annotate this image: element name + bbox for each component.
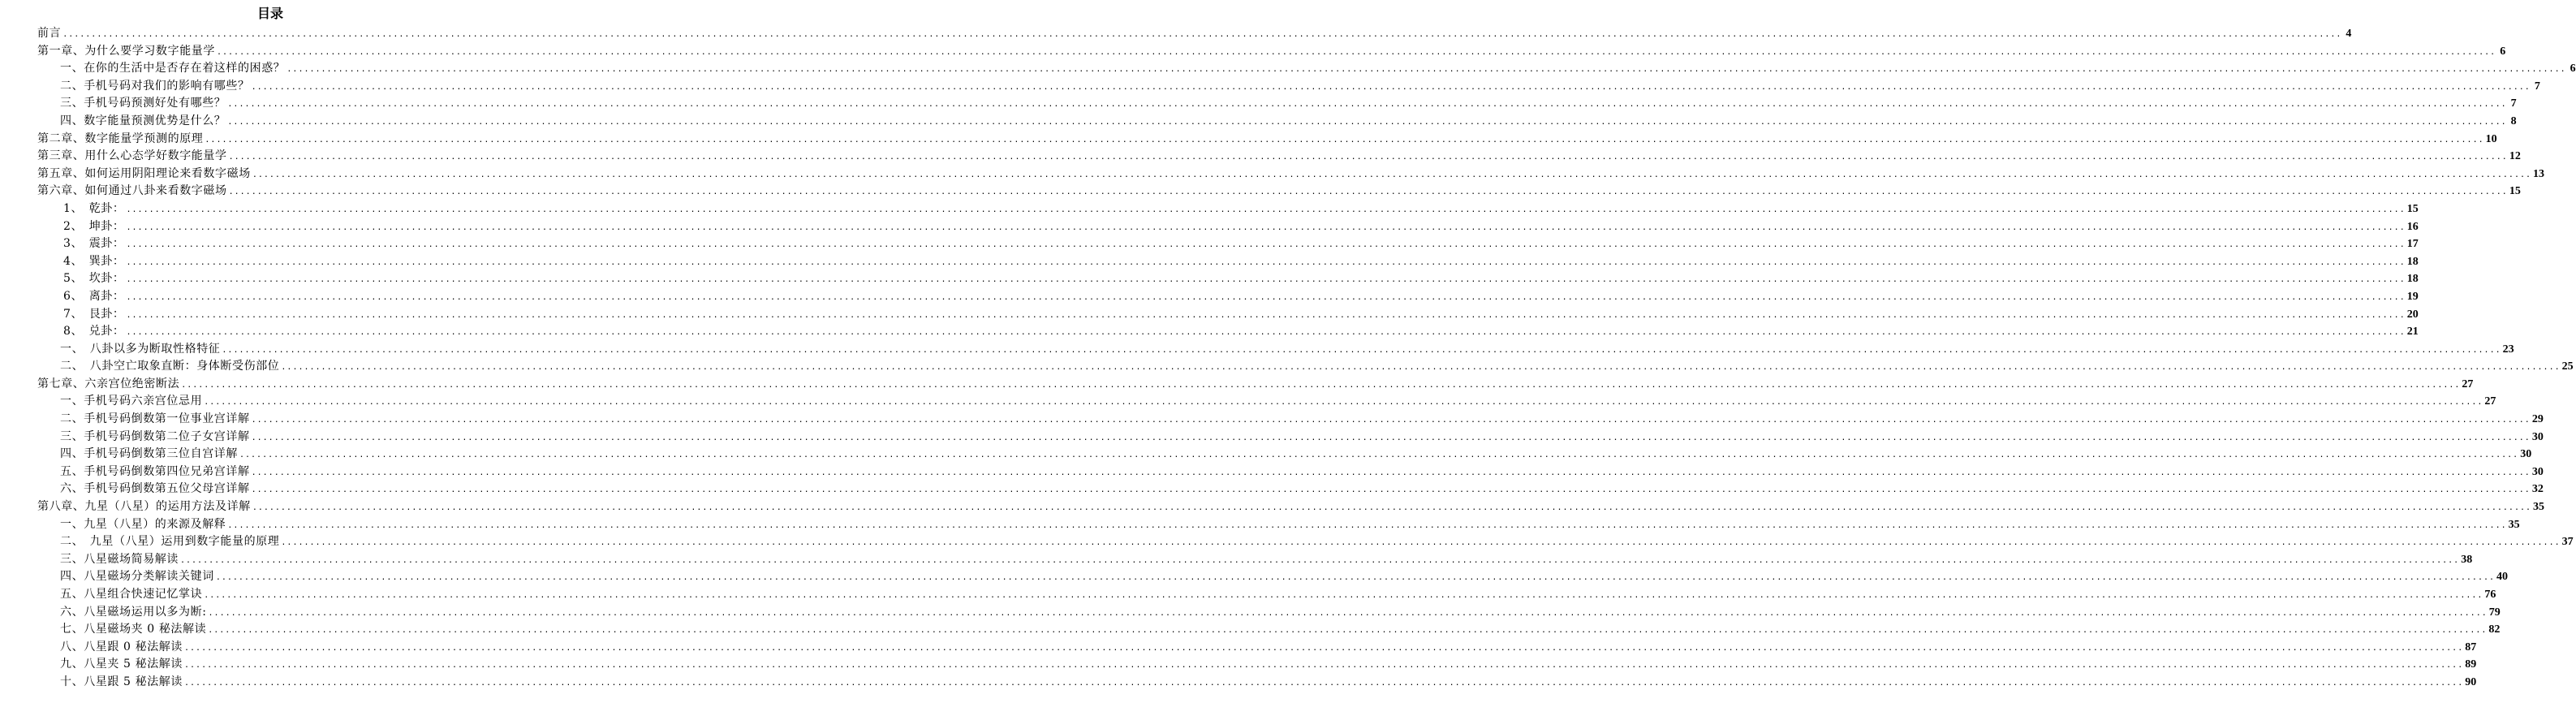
- toc-entry-label: 第七章、六亲宫位绝密断法: [37, 377, 180, 390]
- toc-entry-label: 二、手机号码倒数第一位事业宫详解: [60, 412, 250, 426]
- toc-entry-label: 一、 八卦以多为断取性格特征: [60, 342, 221, 356]
- toc-entry-page-number: 40: [2496, 571, 2509, 584]
- toc-entry-page-number: 18: [2406, 255, 2419, 268]
- toc-entry-label: 二、手机号码对我们的影响有哪些？: [60, 79, 250, 93]
- dot-leader: ................................................................................................................................................................................................................................................................................................................................................................................................................: [204, 591, 2483, 600]
- toc-entry[interactable]: [37, 235, 2419, 253]
- toc-entry-label: 二、 九星（八星）运用到数字能量的原理: [60, 535, 280, 549]
- toc-entry-page-number: 4: [2346, 28, 2352, 40]
- toc-entry-page-number: 38: [2461, 553, 2473, 566]
- toc-entry[interactable]: [37, 341, 2514, 359]
- dot-leader: ................................................................................................................................................................................................................................................................................................................................................................................................................: [184, 678, 2464, 688]
- toc-entry[interactable]: [37, 253, 2419, 271]
- toc-entry-label: 7、 艮卦：: [63, 307, 125, 321]
- toc-entry-label: 六、手机号码倒数第五位父母宫详解: [60, 482, 250, 496]
- toc-entry-label: 第二章、数字能量学预测的原理: [37, 132, 204, 145]
- toc-entry-label: 一、九星（八星）的来源及解释: [60, 517, 226, 531]
- toc-entry[interactable]: [37, 586, 2496, 604]
- toc-entry[interactable]: [37, 639, 2477, 657]
- page-title: 目录: [256, 6, 283, 21]
- toc-entry-label: 前言: [37, 27, 62, 40]
- toc-entry-label: 九、八星夹 5 秘法解读: [60, 658, 183, 671]
- toc-entry-label: 第六章、如何通过八卦来看数字磁场: [37, 184, 227, 198]
- dot-leader: ................................................................................................................................................................................................................................................................................................................................................................................................................: [228, 188, 2508, 197]
- toc-entry-page-number: 32: [2531, 483, 2544, 496]
- toc-entry-page-number: 20: [2406, 308, 2419, 321]
- toc-entry-page-number: 23: [2502, 343, 2514, 356]
- toc-entry-label: 六、八星磁场运用以多为断:: [60, 605, 207, 619]
- toc-entry-label: 十、八星跟 5 秘法解读: [60, 675, 183, 688]
- toc-entry[interactable]: [37, 113, 2517, 131]
- dot-leader: ................................................................................................................................................................................................................................................................................................................................................................................................................: [227, 520, 2507, 530]
- toc-entry[interactable]: [37, 218, 2419, 236]
- toc-entry-page-number: 17: [2406, 238, 2419, 251]
- toc-entry[interactable]: [37, 270, 2419, 288]
- toc-entry-label: 七、八星磁场夹 0 秘法解读: [60, 623, 207, 636]
- toc-entry-label: 三、手机号码倒数第二位子女宫详解: [60, 429, 250, 443]
- toc-entry[interactable]: [37, 481, 2544, 498]
- toc-entry-page-number: 30: [2531, 465, 2544, 478]
- dot-leader: ................................................................................................................................................................................................................................................................................................................................................................................................................: [208, 626, 2488, 636]
- dot-leader: ................................................................................................................................................................................................................................................................................................................................................................................................................: [286, 65, 2566, 75]
- toc-entry-page-number: 15: [2509, 185, 2521, 198]
- toc-entry-page-number: 30: [2531, 430, 2544, 443]
- dot-leader: ................................................................................................................................................................................................................................................................................................................................................................................................................: [251, 485, 2531, 495]
- toc-entry-page-number: 30: [2520, 448, 2532, 461]
- toc-entry[interactable]: [37, 464, 2544, 481]
- dot-leader: ................................................................................................................................................................................................................................................................................................................................................................................................................: [126, 292, 2406, 302]
- toc-entry-page-number: 10: [2485, 132, 2497, 145]
- toc-entry[interactable]: [37, 393, 2496, 411]
- toc-entry-page-number: 27: [2484, 395, 2496, 408]
- toc-entry-page-number: 18: [2406, 273, 2419, 286]
- toc-entry-label: 八、八星跟 0 秘法解读: [60, 640, 183, 653]
- toc-entry-label: 3、 震卦：: [63, 237, 125, 251]
- dot-leader: ................................................................................................................................................................................................................................................................................................................................................................................................................: [215, 573, 2496, 583]
- toc-entry-page-number: 8: [2510, 114, 2517, 127]
- dot-leader: ................................................................................................................................................................................................................................................................................................................................................................................................................: [251, 82, 2531, 92]
- toc-entry[interactable]: [37, 60, 2576, 78]
- toc-entry-label: 五、手机号码倒数第四位兄弟宫详解: [60, 464, 250, 478]
- toc-entry-page-number: 15: [2406, 202, 2419, 215]
- toc-entry[interactable]: [37, 674, 2477, 692]
- toc-entry-page-number: 35: [2533, 501, 2545, 514]
- toc-entry-label: 1、 乾卦：: [63, 201, 125, 215]
- toc-entry[interactable]: [37, 288, 2419, 306]
- toc-entry-label: 一、在你的生活中是否存在着这样的困惑？: [60, 62, 286, 75]
- toc-entry-page-number: 7: [2510, 97, 2517, 110]
- toc-entry-page-number: 27: [2462, 377, 2474, 390]
- toc-entry-page-number: 37: [2561, 536, 2574, 549]
- toc-entry-label: 四、手机号码倒数第三位自宫详解: [60, 447, 238, 461]
- dot-leader: ................................................................................................................................................................................................................................................................................................................................................................................................................: [184, 643, 2464, 653]
- dot-leader: ................................................................................................................................................................................................................................................................................................................................................................................................................: [252, 170, 2532, 179]
- dot-leader: ................................................................................................................................................................................................................................................................................................................................................................................................................: [126, 310, 2406, 320]
- dot-leader: ................................................................................................................................................................................................................................................................................................................................................................................................................: [184, 661, 2464, 671]
- toc-entry[interactable]: [37, 656, 2477, 674]
- toc-entry-page-number: 29: [2531, 413, 2544, 426]
- dot-leader: ................................................................................................................................................................................................................................................................................................................................................................................................................: [126, 240, 2406, 250]
- toc-entry[interactable]: [37, 306, 2419, 324]
- toc-entry-page-number: 90: [2465, 675, 2477, 688]
- toc-entry-page-number: 21: [2406, 326, 2419, 339]
- toc-entry[interactable]: [37, 95, 2517, 113]
- toc-entry-page-number: 79: [2488, 606, 2501, 619]
- toc-entry-label: 2、 坤卦：: [63, 219, 125, 233]
- toc-entry-page-number: 35: [2508, 518, 2520, 531]
- dot-leader: ................................................................................................................................................................................................................................................................................................................................................................................................................: [281, 538, 2561, 548]
- toc-entry-label: 第一章、为什么要学习数字能量学: [37, 44, 215, 58]
- dot-leader: ................................................................................................................................................................................................................................................................................................................................................................................................................: [227, 100, 2507, 110]
- toc-entry-page-number: 6: [2570, 63, 2576, 75]
- dot-leader: ................................................................................................................................................................................................................................................................................................................................................................................................................: [126, 222, 2406, 232]
- toc-entry-label: 一、手机号码六亲宫位忌用: [60, 395, 203, 408]
- toc-entry[interactable]: [37, 183, 2521, 201]
- toc-entry-page-number: 16: [2406, 220, 2419, 233]
- toc-entry-label: 二、 八卦空亡取象直断：身体断受伤部位: [60, 360, 280, 373]
- dot-leader: ................................................................................................................................................................................................................................................................................................................................................................................................................: [62, 30, 2342, 39]
- toc-entry-label: 8、 兑卦：: [63, 325, 125, 339]
- toc-entry-label: 6、 离卦：: [63, 289, 125, 303]
- toc-entry[interactable]: [37, 551, 2473, 569]
- toc-entry-page-number: 6: [2500, 45, 2506, 58]
- toc-entry[interactable]: [37, 78, 2540, 96]
- dot-leader: ................................................................................................................................................................................................................................................................................................................................................................................................................: [126, 257, 2406, 267]
- toc-entry[interactable]: [37, 376, 2474, 394]
- toc-entry[interactable]: [37, 568, 2509, 586]
- dot-leader: ................................................................................................................................................................................................................................................................................................................................................................................................................: [126, 275, 2406, 285]
- toc-entry[interactable]: [37, 25, 2352, 43]
- toc-entry[interactable]: [37, 429, 2544, 446]
- toc-entry[interactable]: [37, 358, 2574, 376]
- toc-entry-label: 三、手机号码预测好处有哪些？: [60, 97, 226, 110]
- dot-leader: ................................................................................................................................................................................................................................................................................................................................................................................................................: [126, 328, 2406, 338]
- toc-entry[interactable]: [37, 516, 2520, 534]
- toc-entry-label: 4、 巽卦：: [63, 254, 125, 268]
- toc-entry[interactable]: [37, 166, 2545, 183]
- dot-leader: ................................................................................................................................................................................................................................................................................................................................................................................................................: [227, 117, 2507, 127]
- dot-leader: ................................................................................................................................................................................................................................................................................................................................................................................................................: [252, 503, 2532, 513]
- toc-entry-page-number: 82: [2488, 623, 2501, 636]
- toc-entry-label: 五、八星组合快速记忆掌诀: [60, 588, 203, 601]
- toc-entry-label: 四、数字能量预测优势是什么？: [60, 114, 226, 127]
- dot-leader: ................................................................................................................................................................................................................................................................................................................................................................................................................: [228, 153, 2508, 162]
- dot-leader: ................................................................................................................................................................................................................................................................................................................................................................................................................: [222, 345, 2501, 355]
- toc-entry-label: 第五章、如何运用阴阳理论来看数字磁场: [37, 166, 251, 180]
- toc-entry[interactable]: [37, 604, 2501, 622]
- toc-entry-page-number: 19: [2406, 290, 2419, 303]
- toc-entry-label: 5、 坎卦：: [63, 272, 125, 286]
- toc-entry-label: 第八章、九星（八星）的运用方法及详解: [37, 500, 251, 514]
- dot-leader: ................................................................................................................................................................................................................................................................................................................................................................................................................: [239, 451, 2519, 460]
- dot-leader: ................................................................................................................................................................................................................................................................................................................................................................................................................: [217, 47, 2496, 57]
- dot-leader: ................................................................................................................................................................................................................................................................................................................................................................................................................: [205, 135, 2484, 144]
- toc-entry-page-number: 89: [2465, 658, 2477, 671]
- toc-entry-page-number: 76: [2484, 589, 2496, 601]
- dot-leader: ................................................................................................................................................................................................................................................................................................................................................................................................................: [204, 398, 2483, 408]
- dot-leader: ................................................................................................................................................................................................................................................................................................................................................................................................................: [281, 363, 2561, 373]
- dot-leader: ................................................................................................................................................................................................................................................................................................................................................................................................................: [126, 205, 2406, 214]
- toc-entry[interactable]: [37, 621, 2501, 639]
- toc-entry[interactable]: [37, 131, 2497, 149]
- dot-leader: ................................................................................................................................................................................................................................................................................................................................................................................................................: [251, 433, 2531, 442]
- toc-entry-label: 第三章、用什么心态学好数字能量学: [37, 149, 227, 163]
- table-of-contents: [37, 25, 2576, 692]
- toc-entry-page-number: 7: [2534, 80, 2540, 93]
- dot-leader: ................................................................................................................................................................................................................................................................................................................................................................................................................: [251, 416, 2531, 425]
- toc-entry[interactable]: [37, 201, 2419, 218]
- dot-leader: ................................................................................................................................................................................................................................................................................................................................................................................................................: [208, 608, 2488, 618]
- toc-entry[interactable]: [37, 446, 2532, 464]
- dot-leader: ................................................................................................................................................................................................................................................................................................................................................................................................................: [181, 380, 2461, 390]
- toc-entry[interactable]: [37, 148, 2521, 166]
- toc-entry-page-number: 87: [2465, 640, 2477, 653]
- toc-entry-label: 三、八星磁场简易解读: [60, 552, 179, 566]
- toc-entry[interactable]: [37, 533, 2574, 551]
- toc-entry-page-number: 13: [2533, 167, 2545, 180]
- dot-leader: ................................................................................................................................................................................................................................................................................................................................................................................................................: [180, 555, 2460, 565]
- toc-entry-label: 四、八星磁场分类解读关键词: [60, 570, 214, 584]
- toc-entry[interactable]: [37, 411, 2544, 429]
- toc-entry-page-number: 25: [2561, 360, 2574, 373]
- toc-entry[interactable]: [37, 43, 2506, 61]
- toc-entry[interactable]: [37, 323, 2419, 341]
- toc-entry-page-number: 12: [2509, 150, 2521, 163]
- toc-entry[interactable]: [37, 498, 2545, 516]
- dot-leader: ................................................................................................................................................................................................................................................................................................................................................................................................................: [251, 468, 2531, 477]
